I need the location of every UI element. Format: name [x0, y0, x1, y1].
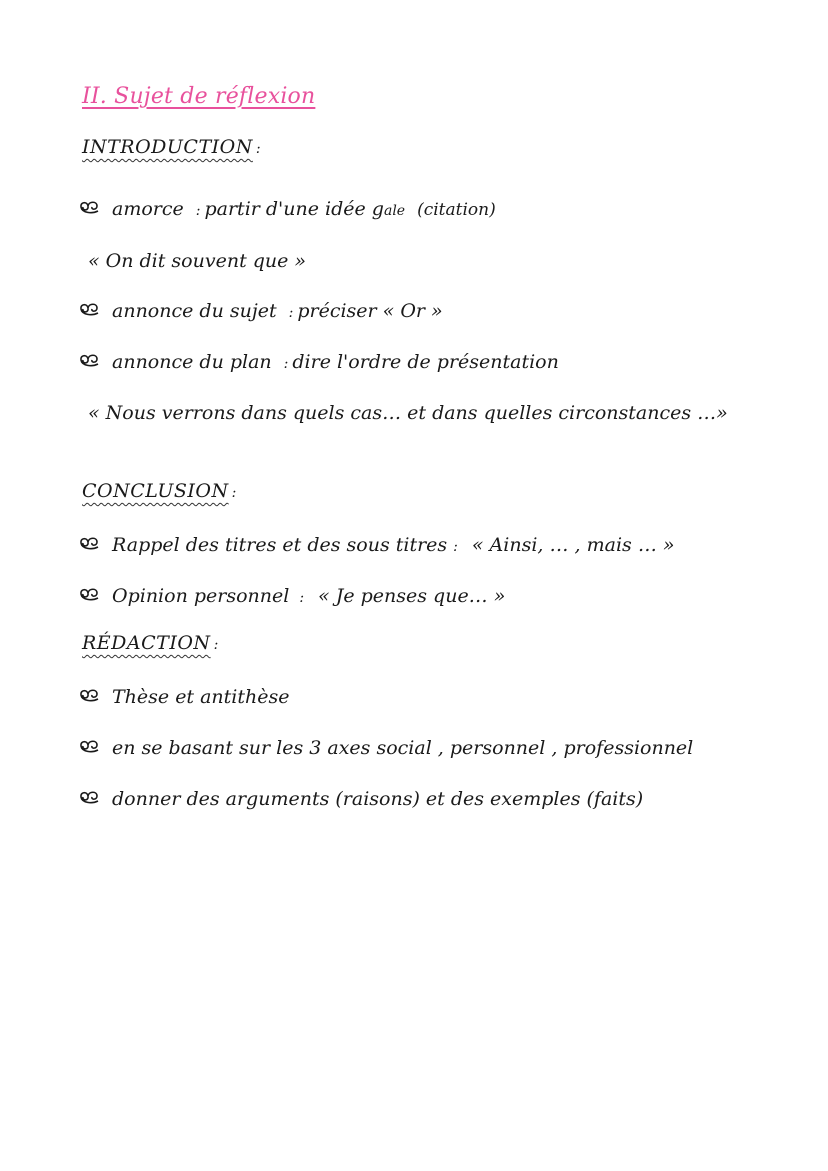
loop-bullet-icon — [78, 301, 104, 317]
conclusion-heading-colon: : — [231, 485, 237, 501]
section-title: II. Sujet de réflexion — [82, 84, 316, 109]
list-item-arguments — [78, 788, 643, 810]
list-item-annonce-sujet — [78, 300, 443, 322]
opinion-sep: : — [299, 590, 305, 606]
conclusion-heading — [82, 480, 237, 502]
introduction-heading-colon: : — [255, 141, 262, 157]
amorce-label: amorce — [112, 198, 184, 220]
loop-bullet-icon — [78, 687, 104, 703]
list-item-annonce-plan — [78, 351, 559, 373]
rappel-sep: : — [453, 539, 458, 555]
quote-nous-verrons: « Nous verrons dans quels cas… et dans quelles circonstances …» — [88, 402, 728, 424]
loop-bullet-icon — [78, 586, 104, 602]
these-text: Thèse et antithèse — [112, 686, 290, 708]
redaction-heading — [82, 632, 219, 654]
opinion-label: Opinion personnel — [112, 585, 290, 607]
list-item-amorce — [78, 198, 496, 220]
conclusion-heading-text: CONCLUSION — [82, 480, 229, 502]
loop-bullet-icon — [78, 535, 104, 551]
loop-bullet-icon — [78, 199, 104, 215]
loop-bullet-icon — [78, 738, 104, 754]
redaction-heading-text: RÉDACTION — [82, 632, 211, 654]
amorce-text: partir d'une idée g — [204, 198, 384, 220]
rappel-text: « Ainsi, … , mais … » — [471, 534, 675, 556]
list-item-rappel — [78, 534, 675, 556]
opinion-text: « Je penses que… » — [318, 585, 506, 607]
introduction-heading-text: INTRODUCTION — [82, 136, 253, 158]
amorce-sep: : — [195, 203, 201, 219]
annonce-plan-text: dire l'ordre de présentation — [292, 351, 559, 373]
list-item-opinion — [78, 585, 505, 607]
list-item-these — [78, 686, 290, 708]
amorce-note: (citation) — [417, 200, 496, 220]
amorce-superscript: ale — [383, 203, 406, 219]
list-item-axes — [78, 737, 693, 759]
introduction-heading — [82, 136, 261, 158]
annonce-plan-sep: : — [283, 356, 289, 372]
annonce-sujet-label: annonce du sujet — [112, 300, 277, 322]
axes-text: en se basant sur les 3 axes social , personnel , professionnel — [112, 737, 694, 759]
arguments-text: donner des arguments (raisons) et des exemples (faits) — [112, 788, 644, 810]
redaction-heading-colon: : — [213, 637, 219, 653]
rappel-label: Rappel des titres et des sous titres — [112, 534, 448, 556]
annonce-plan-label: annonce du plan — [112, 351, 272, 373]
loop-bullet-icon — [78, 352, 104, 368]
loop-bullet-icon — [78, 789, 104, 805]
quote-on-dit: « On dit souvent que » — [88, 250, 307, 272]
annonce-sujet-text: préciser « Or » — [297, 300, 443, 322]
annonce-sujet-sep: : — [288, 305, 294, 321]
